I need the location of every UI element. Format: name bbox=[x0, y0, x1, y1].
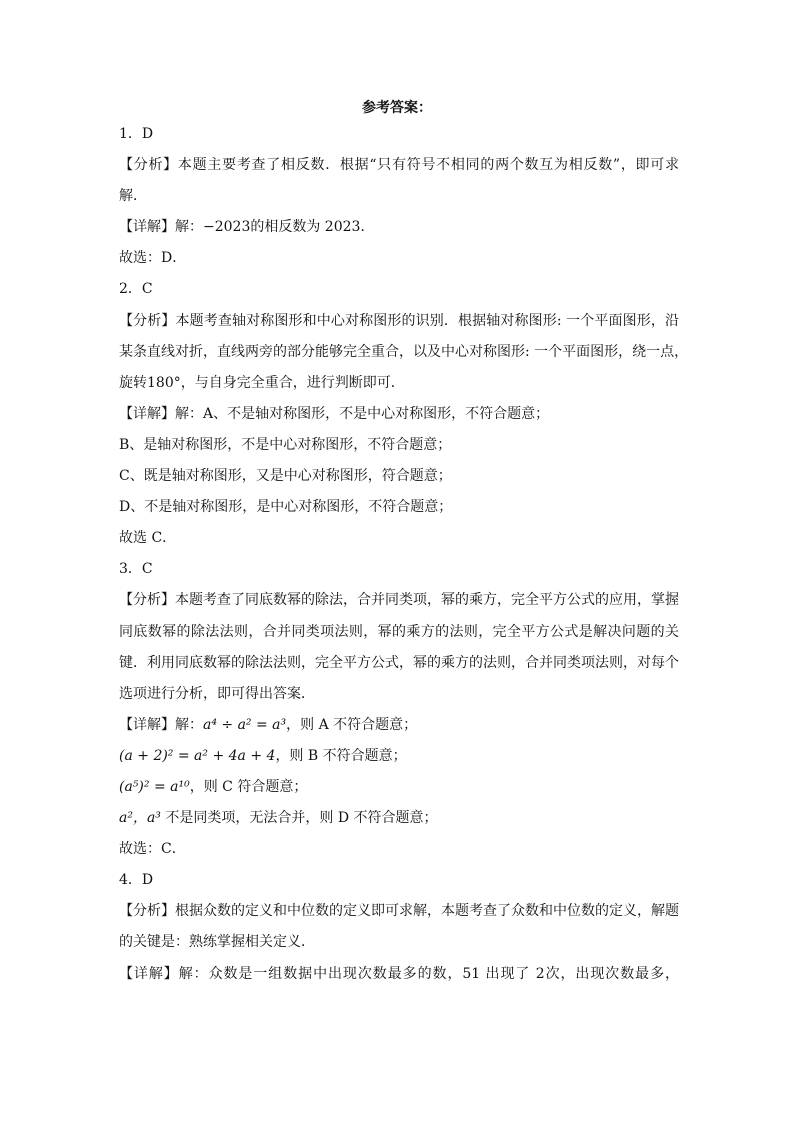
q2-detail-d: D、不是轴对称图形，是中心对称图形，不符合题意； bbox=[119, 499, 453, 516]
q3-detail-a-prefix: 【详解】解： bbox=[119, 716, 203, 733]
q3-detail-b bbox=[119, 741, 679, 772]
q4-detail: 【详解】解：众数是一组数据中出现次数最多的数，51 出现了 2次，出现次数最多， bbox=[119, 965, 679, 982]
q4-number: 4．D bbox=[119, 872, 154, 889]
q3-detail-b-suffix: ，则 B 不符合题意； bbox=[275, 747, 407, 764]
q2-detail-b: B、是轴对称图形，不是中心对称图形，不符合题意； bbox=[119, 436, 452, 453]
q2-analysis-cont-2: 旋转180°，与自身完全重合，进行判断即可． bbox=[119, 374, 405, 391]
page-title: 参考答案： bbox=[362, 100, 432, 116]
q3-choice: 故选：C． bbox=[119, 841, 186, 858]
q3-detail-d-suffix: 不是同类项，无法合并，则 D 不符合题意； bbox=[160, 810, 438, 827]
q3-detail-c-suffix: ，则 C 符合题意； bbox=[189, 778, 308, 795]
q2-choice: 故选 C． bbox=[119, 530, 177, 547]
q3-detail-a bbox=[119, 710, 679, 741]
q1-detail: 【详解】解：−2023的相反数为 2023． bbox=[119, 219, 375, 236]
q2-analysis: 【分析】本题考查轴对称图形和中心对称图形的识别．根据轴对称图形: 一个平面图形，沿 bbox=[119, 312, 679, 329]
q2-number: 2．C bbox=[119, 281, 153, 298]
q3-detail-d bbox=[119, 803, 679, 834]
q3-analysis-cont-1: 同底数幂的除法法则，合并同类项法则，幂的乘方的法则，完全平方公式是解决问题的关 bbox=[119, 623, 679, 640]
q2-detail-c: C、既是轴对称图形，又是中心对称图形，符合题意； bbox=[119, 468, 452, 485]
answer-body bbox=[119, 119, 689, 990]
q1-analysis: 【分析】本题主要考查了相反数．根据“只有符号不相同的两个数互为相反数”，即可求 bbox=[119, 157, 679, 174]
q1-number: 1．D bbox=[119, 126, 154, 142]
q4-analysis: 【分析】根据众数的定义和中位数的定义即可求解，本题考查了众数和中位数的定义，解题 bbox=[119, 903, 679, 920]
q2-analysis-cont-1: 某条直线对折，直线两旁的部分能够完全重合，以及中心对称图形: 一个平面图形，绕一点， bbox=[119, 343, 689, 360]
q3-analysis: 【分析】本题考查了同底数幂的除法，合并同类项，幂的乘方，完全平方公式的应用，掌握 bbox=[119, 592, 679, 609]
q4-analysis-cont: 的关键是：熟练掌握相关定义． bbox=[119, 934, 315, 951]
q3-analysis-cont-2: 键．利用同底数幂的除法法则，完全平方公式，幂的乘方的法则，合并同类项法则，对每个 bbox=[119, 654, 679, 671]
q3-analysis-cont-3: 选项进行分析，即可得出答案． bbox=[119, 685, 315, 702]
q1-choice: 故选：D． bbox=[119, 250, 187, 267]
q1-analysis-cont: 解． bbox=[119, 188, 147, 205]
q2-detail-a: 【详解】解：A、不是轴对称图形，不是中心对称图形，不符合题意； bbox=[119, 405, 550, 422]
q3-detail-c bbox=[119, 772, 679, 803]
q3-detail-a-formula: a⁴ ÷ a² = a³ bbox=[203, 716, 287, 733]
q3-detail-b-formula: (a + 2)² = a² + 4a + 4 bbox=[119, 747, 276, 764]
q3-detail-c-formula: (a⁵)² = a¹⁰ bbox=[119, 778, 190, 795]
q3-number: 3．C bbox=[119, 561, 153, 578]
q3-detail-d-formula: a²，a³ bbox=[119, 810, 161, 827]
q3-detail-a-suffix: ，则 A 不符合题意； bbox=[286, 716, 418, 733]
